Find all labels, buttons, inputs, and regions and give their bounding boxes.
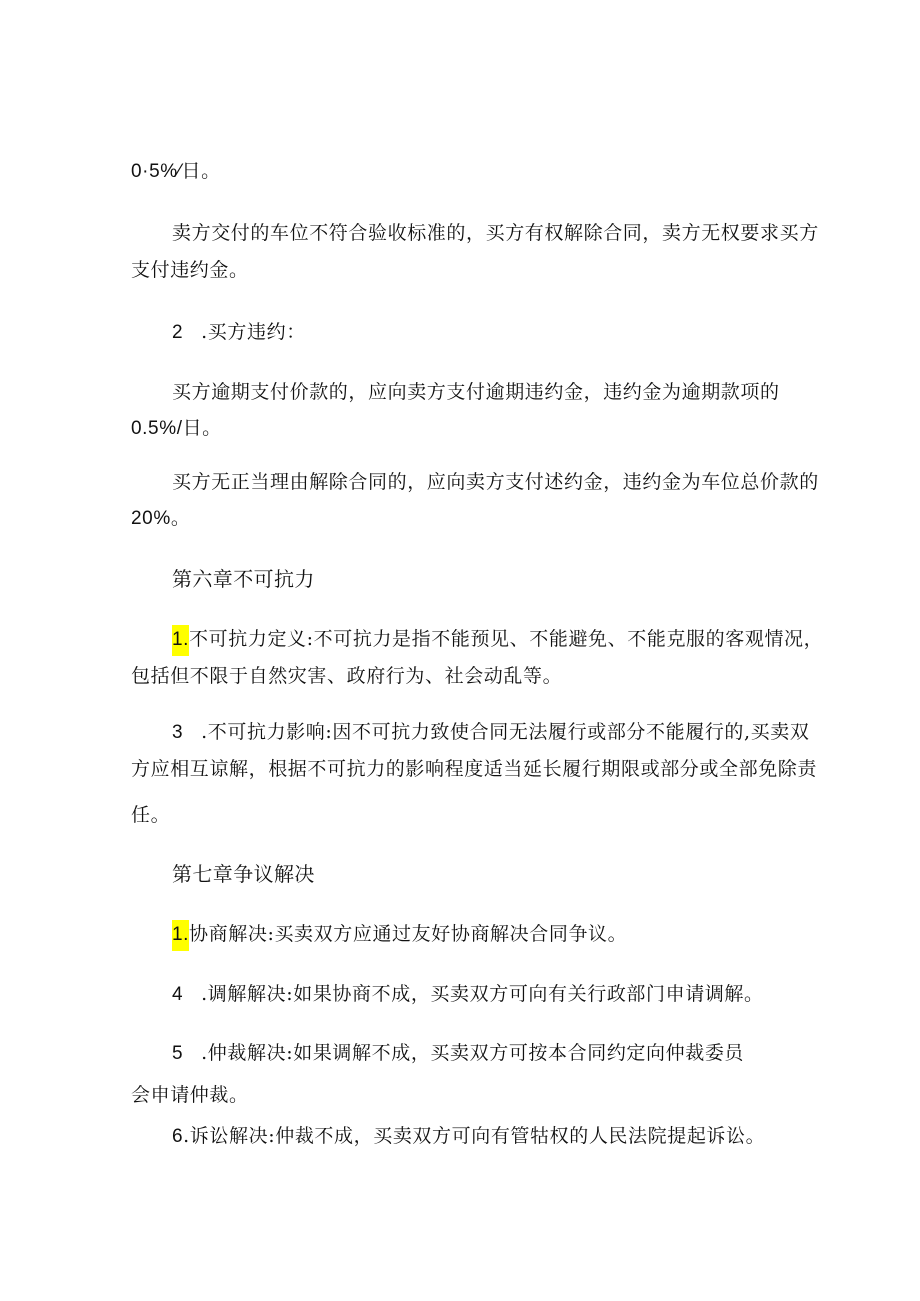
- highlighted-clause-number: 1.: [172, 920, 189, 951]
- clause-number: 2: [172, 322, 184, 343]
- clause-text: .调解解决:如果协商不成，买卖双方可向有关行政部门申请调解。: [201, 983, 764, 1005]
- paragraph-line: [131, 757, 817, 781]
- text-line: 卖方交付的车位不符合验收标准的，买方有权解除合同，卖方无权要求买方: [172, 222, 819, 244]
- clause-number: 5: [172, 1043, 184, 1064]
- clause-number: 6: [172, 1126, 184, 1147]
- clause-line: [172, 1124, 765, 1149]
- paragraph-line: [131, 417, 222, 441]
- clause-text: .仲裁解决:如果调解不成，买卖双方可按本合同约定向仲裁委员: [201, 1042, 745, 1064]
- text-line: 0·5%⁄日。: [131, 161, 221, 182]
- clause-text: 协商解决:买卖双方应通过友好协商解决合同争议。: [189, 923, 628, 945]
- text-line: 方应相互谅解，根据不可抗力的影响程度适当延长履行期限或部分或全部免除责: [131, 758, 818, 780]
- clause-text: .诉讼解决:仲裁不成，买卖双方可向有管牯权的人民法院提起诉讼。: [183, 1125, 766, 1147]
- text-line: 买方逾期支付价款的，应向卖方支付逾期违约金，违约金为逾期款项的: [172, 381, 780, 403]
- clause-line: [172, 982, 764, 1007]
- text-line: 包括但不限于自然灾害、政府行为、社会动乱等。: [131, 665, 563, 687]
- clause-number: 4: [172, 984, 184, 1005]
- heading-text: 第六章不可抗力: [172, 567, 315, 591]
- clause-line: [172, 922, 627, 947]
- text-line: 任。: [131, 804, 171, 826]
- paragraph-line: [131, 664, 562, 688]
- text-line: 买方无正当理由解除合同的，应向卖方支付述约金，违约金为车位总价款的: [172, 471, 819, 493]
- clause-number: 3: [172, 722, 184, 743]
- paragraph-line: [131, 258, 249, 282]
- clause-line: [172, 720, 809, 745]
- clause-title: .买方违约：: [201, 321, 306, 343]
- clause-line: [172, 627, 823, 652]
- paragraph-line: [131, 1083, 249, 1107]
- highlighted-clause-number: 1.: [172, 625, 189, 656]
- chapter-heading: [172, 567, 315, 591]
- text-line: 20%。: [131, 508, 191, 529]
- paragraph-line: [172, 221, 819, 245]
- text-line: 会申请仲裁。: [131, 1084, 249, 1106]
- paragraph-line: [131, 507, 190, 531]
- text-line: 0.5%/日。: [131, 418, 222, 439]
- penalty-rate-line: [131, 160, 221, 184]
- paragraph-line: [131, 803, 170, 827]
- paragraph-line: [172, 380, 780, 404]
- clause-line: [172, 320, 306, 345]
- clause-line: [172, 1041, 744, 1066]
- heading-text: 第七章争议解决: [172, 862, 315, 886]
- clause-text: .不可抗力影响:因不可抗力致使合同无法履行或部分不能履行的,买卖双: [201, 721, 810, 743]
- clause-text: 不可抗力定义:不可抗力是指不能预见、不能避免、不能克服的客观情况，: [189, 628, 824, 650]
- paragraph-line: [172, 470, 819, 494]
- chapter-heading: [172, 862, 315, 886]
- text-line: 支付违约金。: [131, 259, 249, 281]
